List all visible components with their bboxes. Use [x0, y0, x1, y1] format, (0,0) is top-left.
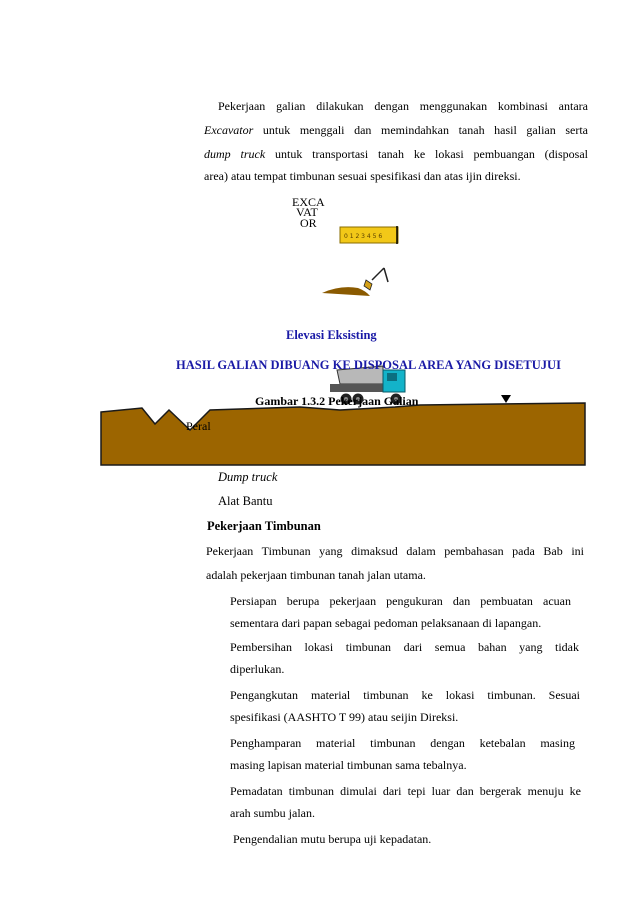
list-item-cont: spesifikasi (AASHTO T 99) atau seijin Direksi. [230, 710, 459, 724]
intro-line-2-rest: untuk menggali dan memindahkan tanah hasil galian serta [253, 123, 588, 137]
partial-text: Peral [186, 419, 211, 433]
excavator-icon [364, 268, 388, 290]
soil-pile [322, 287, 370, 296]
elevation-marker-icon [501, 395, 511, 403]
tool-dump-truck: Dump truck [218, 470, 278, 484]
disposal-caption: HASIL GALIAN DIBUANG KE DISPOSAL AREA YANG DISETUJUI [176, 358, 561, 372]
list-item: Pembersihan lokasi timbunan dari semua bahan yang tidak [230, 640, 579, 654]
list-item: Pengendalian mutu berupa uji kepadatan. [233, 832, 432, 846]
list-item: Persiapan berupa pekerjaan pengukuran dan pembuatan acuan [230, 594, 571, 608]
figure-caption: Gambar 1.3.2 Pekerjaan Galian [255, 394, 419, 408]
list-item: Pemadatan timbunan dimulai dari tepi luar dan bergerak menuju ke [230, 784, 581, 798]
intro-dumptruck-term: dump truck [204, 147, 266, 161]
ground-profile [101, 403, 585, 465]
list-item-cont: diperlukan. [230, 662, 285, 676]
timbunan-para-line-2: adalah pekerjaan timbunan tanah jalan utama. [206, 568, 426, 582]
existing-elevation-label: Elevasi Eksisting [286, 328, 377, 342]
ruler-label: 0 1 2 3 4 5 6 [344, 233, 383, 240]
intro-line-1: Pekerjaan galian dilakukan dengan menggunakan kombinasi antara [218, 99, 588, 113]
list-item: Pengangkutan material timbunan ke lokasi timbunan. Sesuai [230, 688, 580, 702]
intro-line-4: area) atau tempat timbunan sesuai spesifikasi dan atas ijin direksi. [204, 169, 521, 183]
list-item-cont: sementara dari papan sebagai pedoman pelaksanaan di lapangan. [230, 616, 542, 630]
scale-ruler [340, 226, 398, 244]
excavator-label-3: OR [300, 216, 317, 230]
timbunan-heading: Pekerjaan Timbunan [207, 519, 321, 533]
timbunan-para-line-1: Pekerjaan Timbunan yang dimaksud dalam pembahasan pada Bab ini [206, 544, 584, 558]
list-item-cont: arah sumbu jalan. [230, 806, 315, 820]
tool-alat-bantu: Alat Bantu [218, 494, 273, 508]
intro-line-3-rest: untuk transportasi tanah ke lokasi pembuangan (disposal [265, 147, 588, 161]
intro-excavator-term: Excavator [204, 123, 254, 137]
excavator-label-1: EXCA [292, 195, 325, 209]
list-item: Penghamparan material timbunan dengan ketebalan masing [230, 736, 575, 750]
excavator-label-2: VAT [296, 205, 318, 219]
list-item-cont: masing lapisan material timbunan sama tebalnya. [230, 758, 467, 772]
